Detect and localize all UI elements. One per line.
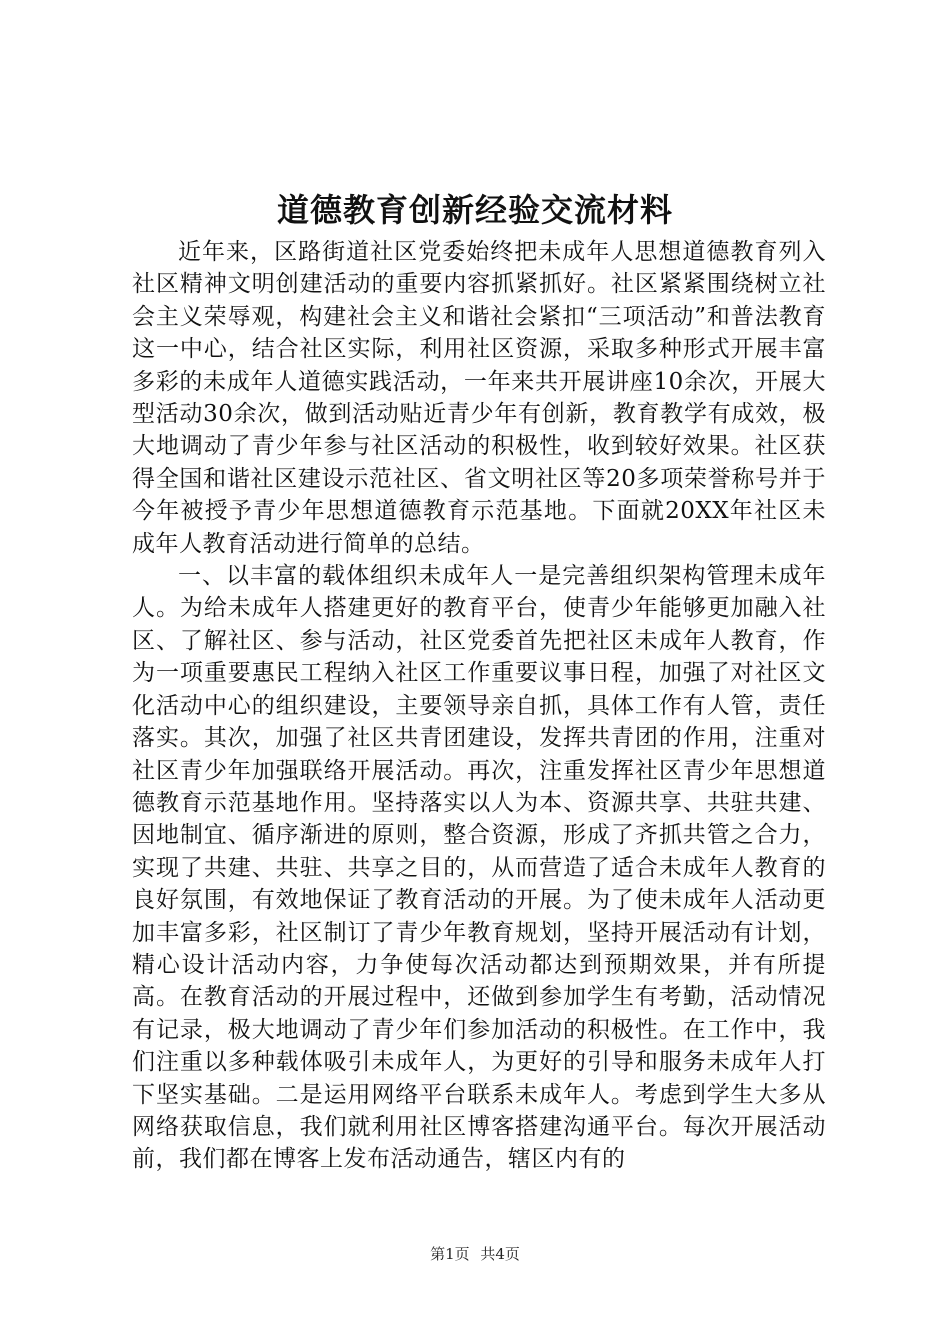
- page-total: 共4页: [480, 1245, 520, 1263]
- paragraph-intro: 近年来，区路街道社区党委始终把未成年人思想道德教育列入社区精神文明创建活动的重要内容抓紧抓好。社区紧紧围绕树立社会主义荣辱观，构建社会主义和谐社会紧扣“三项活动”和普法教育这一中心，结合社区实际，利用社区资源，采取多种形式开展丰富多彩的未成年人道德实践活动，一年来共开展讲座10余次，开展大型活动30余次，做到活动贴近青少年有创新，教育教学有成效，极大地调动了青少年参与社区活动的积极性，收到较好效果。社区获得全国和谐社区建设示范社区、省文明社区等20多项荣誉称号并于今年被授予青少年思想道德教育示范基地。下面就20XX年社区未成年人教育活动进行简单的总结。: [132, 239, 826, 557]
- document-title: 道德教育创新经验交流材料: [276, 191, 673, 229]
- page-footer: [0, 1243, 950, 1265]
- page-number: 第1页: [430, 1245, 470, 1263]
- paragraph-section-one: 一、以丰富的载体组织未成年人一是完善组织架构管理未成年人。为给未成年人搭建更好的教育平台，使青少年能够更加融入社区、了解社区、参与活动，社区党委首先把社区未成年人教育，作为一项重要惠民工程纳入社区工作重要议事日程，加强了对社区文化活动中心的组织建设，主要领导亲自抓，具体工作有人管，责任落实。其次，加强了社区共青团建设，发挥共青团的作用，注重对社区青少年加强联络开展活动。再次，注重发挥社区青少年思想道德教育示范基地作用。坚持落实以人为本、资源共享、共驻共建、因地制宜、循序渐进的原则，整合资源，形成了齐抓共管之合力，实现了共建、共驻、共享之目的，从而营造了适合未成年人教育的良好氛围，有效地保证了教育活动的开展。为了使未成年人活动更加丰富多彩，社区制订了青少年教育规划，坚持开展活动有计划，精心设计活动内容，力争使每次活动都达到预期效果，并有所提高。在教育活动的开展过程中，还做到参加学生有考勤，活动情况有记录，极大地调动了青少年们参加活动的积极性。在工作中，我们注重以多种载体吸引未成年人，为更好的引导和服务未成年人打下坚实基础。二是运用网络平台联系未成年人。考虑到学生大多从网络获取信息，我们就利用社区博客搭建沟通平台。每次开展活动前，我们都在博客上发布活动通告，辖区内有的: [132, 563, 826, 1173]
- document-body: [132, 236, 826, 1176]
